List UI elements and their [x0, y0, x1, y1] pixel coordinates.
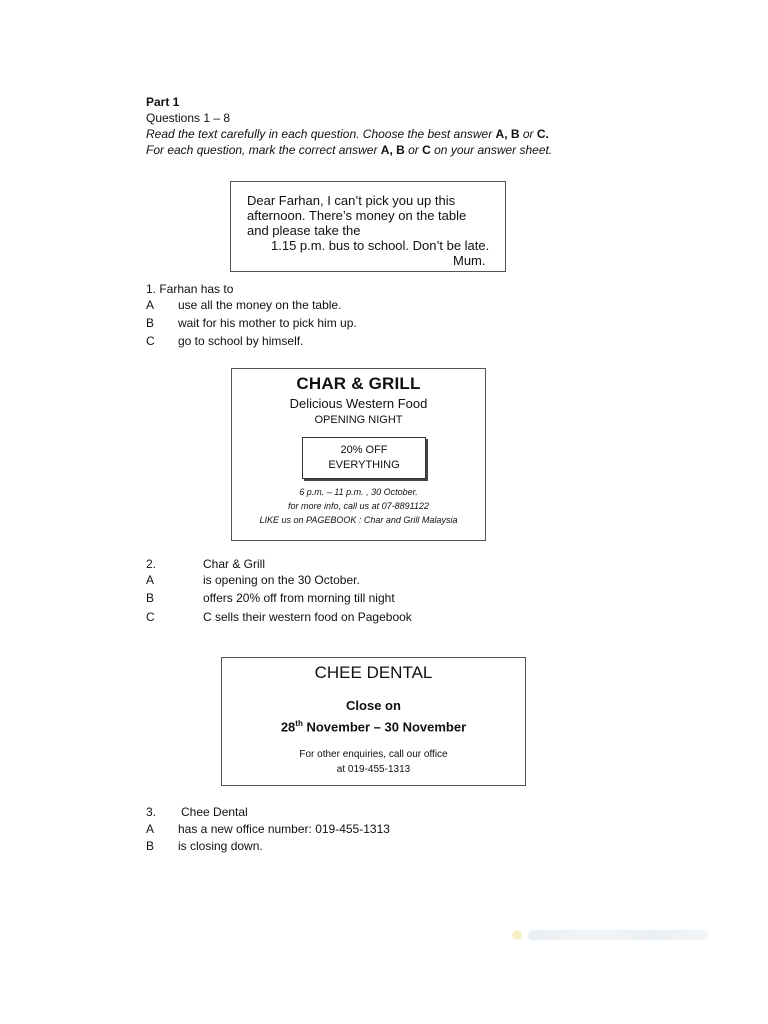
closing-start-day: 28: [280, 719, 296, 735]
q2-number: 2.: [146, 557, 157, 571]
instruction-line-1: [146, 126, 549, 142]
note1-line-3: and please take the: [247, 223, 361, 238]
instruction-1-choice-c: C.: [536, 127, 549, 141]
q2-stem: Char & Grill: [203, 557, 266, 571]
q1-option-c-text: go to school by himself.: [178, 334, 304, 348]
char-grill-ad: [231, 368, 486, 541]
pagebook-info: LIKE us on PAGEBOOK : Char and Grill Malaysia: [259, 515, 458, 525]
watermark-dot-icon: [512, 930, 522, 940]
watermark-bar: [528, 930, 708, 940]
opening-night-label: OPENING NIGHT: [314, 414, 403, 426]
q3-option-a-letter: A: [146, 822, 155, 836]
closing-start-suffix: th: [295, 719, 303, 728]
instruction-2-or: or: [404, 143, 423, 157]
q1-option-b-text: wait for his mother to pick him up.: [178, 316, 357, 330]
opening-time: 6 p.m. – 11 p.m. , 30 October.: [299, 487, 418, 497]
q2-option-a-text: is opening on the 30 October.: [203, 573, 360, 587]
q1-option-c-letter: C: [146, 334, 155, 348]
q2-option-c-letter: C: [146, 610, 155, 624]
closing-date-range: November – 30 November: [302, 719, 467, 735]
q2-option-b-letter: B: [146, 591, 155, 605]
q2-option-a-letter: A: [146, 573, 155, 587]
char-grill-title: CHAR & GRILL: [296, 374, 421, 393]
questions-range: Questions 1 – 8: [146, 111, 231, 125]
q3-number: 3.: [146, 805, 157, 819]
q1-option-b-letter: B: [146, 316, 155, 330]
q3-stem: Chee Dental: [181, 805, 248, 819]
instruction-2-choice-c: C: [422, 143, 431, 157]
instruction-1-or: or: [519, 127, 537, 141]
q2-option-b-text: offers 20% off from morning till night: [203, 591, 395, 605]
q1-stem: 1. Farhan has to: [146, 282, 234, 296]
q1-option-a-text: use all the money on the table.: [178, 298, 342, 312]
instruction-1-text: Read the text carefully in each question. Choose the best answer: [146, 127, 496, 141]
note1-signature: Mum.: [453, 253, 486, 268]
discount-line-1: 20% OFF: [340, 444, 388, 456]
contact-info: for more info, call us at 07-8891122: [288, 501, 429, 511]
q3-option-b-letter: B: [146, 839, 155, 853]
instruction-1-choices: A, B: [495, 127, 520, 141]
part-heading: Part 1: [146, 95, 180, 109]
closing-dates: [222, 716, 525, 735]
q3-option-a-text: has a new office number: 019-455-1313: [178, 822, 390, 836]
discount-line-2: EVERYTHING: [328, 459, 400, 471]
q3-option-b-text: is closing down.: [178, 839, 263, 853]
instruction-2-text: For each question, mark the correct answer: [146, 143, 381, 157]
note-from-mum: [230, 181, 506, 272]
instruction-2-choices: A, B: [380, 143, 405, 157]
office-phone: at 019-455-1313: [336, 764, 411, 775]
enquiries-text: For other enquiries, call our office: [299, 749, 448, 760]
chee-dental-notice: [221, 657, 526, 786]
note1-line-2: afternoon. There’s money on the table: [247, 208, 467, 223]
note1-line-1: Dear Farhan, I can’t pick you up this: [247, 193, 456, 208]
chee-dental-title: CHEE DENTAL: [314, 663, 433, 682]
instruction-line-2: [146, 142, 552, 158]
q1-option-a-letter: A: [146, 298, 155, 312]
q2-option-c-text: C sells their western food on Pagebook: [203, 610, 412, 624]
char-grill-subtitle: Delicious Western Food: [289, 396, 428, 411]
discount-box: [302, 437, 426, 479]
note1-line-4: 1.15 p.m. bus to school. Don’t be late.: [271, 238, 490, 253]
close-on-label: Close on: [346, 698, 401, 713]
faint-watermark: [512, 924, 722, 946]
instruction-2-end: on your answer sheet.: [430, 143, 553, 157]
